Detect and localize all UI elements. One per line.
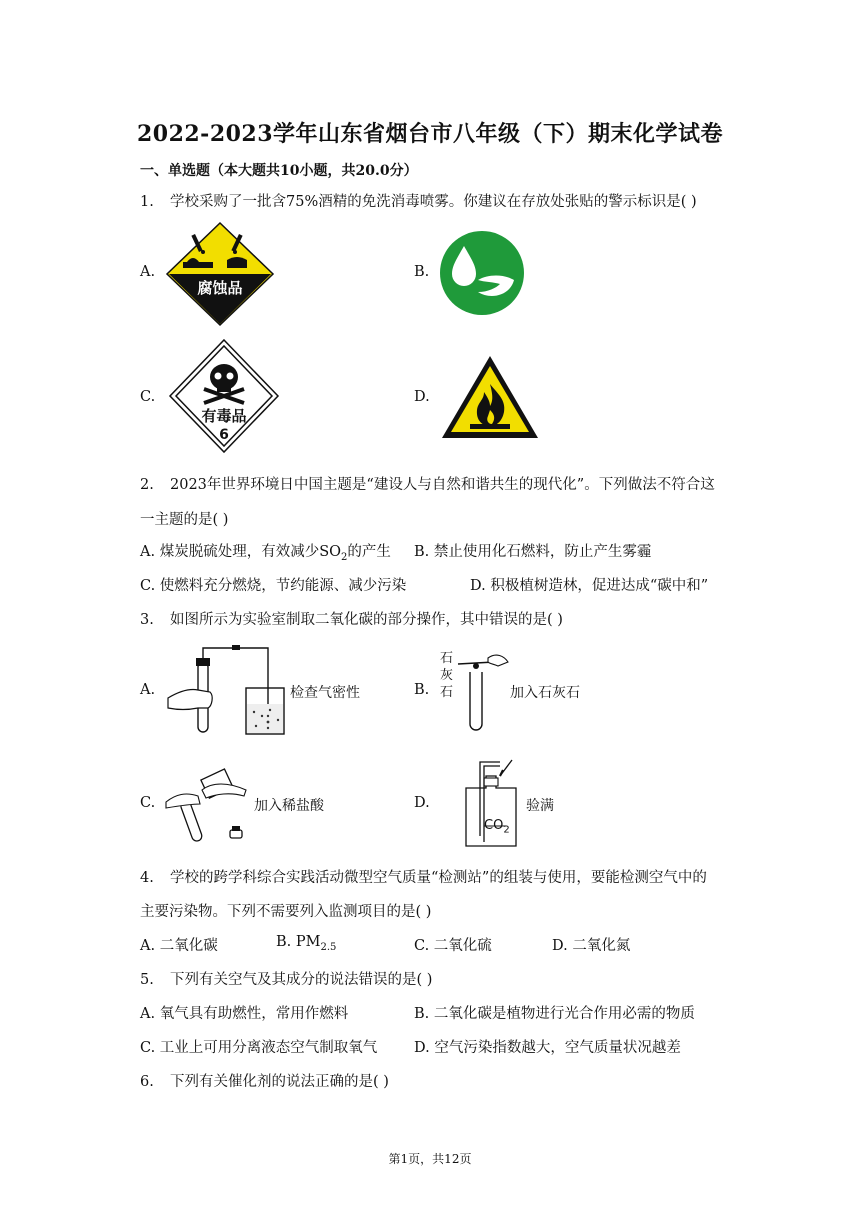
q3-c-caption: 加入稀盐酸 <box>254 798 324 814</box>
exam-title: 2022-2023学年山东省烟台市八年级（下）期末化学试卷 <box>136 121 724 147</box>
question-number: 4. <box>140 870 154 886</box>
q5-option-d[interactable] <box>414 1036 681 1057</box>
q3-a-caption: 检查气密性 <box>290 685 360 701</box>
option-label: C. <box>140 1040 156 1056</box>
question-text: 下列有关空气及其成分的说法错误的是( ) <box>170 972 433 988</box>
option-text: 工业上可用分离液态空气制取氧气 <box>159 1040 378 1056</box>
q3-option-d-label[interactable]: D. <box>414 795 430 811</box>
option-text: 氧气具有助燃性，常用作燃料 <box>159 1006 349 1022</box>
option-text: 二氧化碳是植物进行光合作用必需的物质 <box>433 1006 695 1022</box>
option-text-tail: 的产生 <box>347 544 391 560</box>
q4-option-c[interactable] <box>414 934 492 955</box>
question-4-line2: 主要污染物。下列不需要列入监测项目的是( ) <box>140 904 432 920</box>
q3-option-c-label[interactable]: C. <box>140 795 156 811</box>
question-1 <box>140 190 697 211</box>
airtightness-check-icon <box>168 642 288 738</box>
q3-option-a-label[interactable]: A. <box>140 682 156 698</box>
q1-option-d-label[interactable]: D. <box>414 389 430 405</box>
question-text: 学校采购了一批含75%酒精的免洗消毒喷雾。你建议在存放处张贴的警示标识是( ) <box>170 194 697 210</box>
q4-option-a[interactable] <box>140 934 218 955</box>
question-6 <box>140 1070 389 1091</box>
water-saving-sign-icon <box>438 230 526 316</box>
toxic-sign-icon <box>168 339 280 454</box>
subscript: 2 <box>341 551 348 563</box>
corrosive-sign-icon <box>165 222 275 327</box>
q2-option-b[interactable] <box>414 540 651 561</box>
limestone-side-label <box>440 650 454 701</box>
side-char: 灰 <box>440 668 454 683</box>
q4-option-d[interactable] <box>552 934 630 955</box>
option-label: C. <box>140 578 156 594</box>
option-text: PM <box>295 934 321 950</box>
option-text: 煤炭脱硫处理，有效减少SO <box>159 544 342 560</box>
add-dilute-acid-icon <box>166 760 256 845</box>
option-text: 二氧化硫 <box>433 938 492 954</box>
question-number: 1. <box>140 194 154 210</box>
option-label: D. <box>470 578 486 594</box>
option-text: 空气污染指数越大，空气质量状况越差 <box>434 1040 681 1056</box>
q2-option-d[interactable] <box>470 574 708 595</box>
question-number: 2. <box>140 477 154 493</box>
side-char: 石 <box>440 685 454 700</box>
add-limestone-icon <box>458 650 510 730</box>
option-text: 二氧化碳 <box>159 938 218 954</box>
option-text: 禁止使用化石燃料，防止产生雾霾 <box>433 544 652 560</box>
question-text-line1: 学校的跨学科综合实践活动微型空气质量“检测站”的组装与使用，要能检测空气中的 <box>170 870 707 886</box>
q5-option-b[interactable] <box>414 1002 695 1023</box>
option-label: B. <box>276 934 292 950</box>
gas-formula: CO <box>484 818 504 833</box>
question-text-line1: 2023年世界环境日中国主题是“建设人与自然和谐共生的现代化”。下列做法不符合这 <box>170 477 715 493</box>
test-full-icon <box>440 758 540 850</box>
question-number: 5. <box>140 972 154 988</box>
option-label: A. <box>140 1006 156 1022</box>
question-5 <box>140 968 432 989</box>
option-label: D. <box>414 1040 430 1056</box>
question-text: 下列有关催化剂的说法正确的是( ) <box>170 1074 389 1090</box>
q1-option-c-label[interactable]: C. <box>140 389 156 405</box>
question-4 <box>140 866 707 887</box>
subscript: 2 <box>503 824 510 836</box>
option-label: D. <box>552 938 568 954</box>
subscript: 2.5 <box>320 941 337 953</box>
option-label: B. <box>414 1006 430 1022</box>
q1-option-b-label[interactable]: B. <box>414 264 430 280</box>
flammable-sign-icon <box>440 354 540 440</box>
option-label: A. <box>140 938 156 954</box>
toxic-sign-class: 6 <box>219 427 229 443</box>
question-number: 6. <box>140 1074 154 1090</box>
q5-option-c[interactable] <box>140 1036 377 1057</box>
section-heading: 一、单选题（本大题共10小题，共20.0分） <box>140 163 418 179</box>
q2-option-a[interactable] <box>140 540 391 563</box>
question-2-line2: 一主题的是( ) <box>140 512 229 528</box>
option-label: B. <box>414 544 430 560</box>
corrosive-sign-text: 腐蚀品 <box>197 279 243 297</box>
q3-option-b-label[interactable]: B. <box>414 682 430 698</box>
side-char: 石 <box>440 651 454 666</box>
q4-option-b[interactable] <box>276 934 336 953</box>
question-3 <box>140 608 563 629</box>
question-text: 如图所示为实验室制取二氧化碳的部分操作，其中错误的是( ) <box>170 612 563 628</box>
option-text: 积极植树造林，促进达成“碳中和” <box>490 578 709 594</box>
q3-b-caption: 加入石灰石 <box>510 685 580 701</box>
q1-option-a-label[interactable]: A. <box>140 264 156 280</box>
question-2 <box>140 473 715 494</box>
co2-label <box>484 818 510 836</box>
option-text: 二氧化氮 <box>572 938 631 954</box>
q3-d-caption: 验满 <box>526 798 554 814</box>
q5-option-a[interactable] <box>140 1002 348 1023</box>
q2-option-c[interactable] <box>140 574 406 595</box>
option-text: 使燃料充分燃烧，节约能源、减少污染 <box>159 578 407 594</box>
option-label: C. <box>414 938 430 954</box>
question-number: 3. <box>140 612 154 628</box>
toxic-sign-text: 有毒品 <box>201 407 247 425</box>
page-footer: 第1页，共12页 <box>388 1152 472 1166</box>
option-label: A. <box>140 544 156 560</box>
